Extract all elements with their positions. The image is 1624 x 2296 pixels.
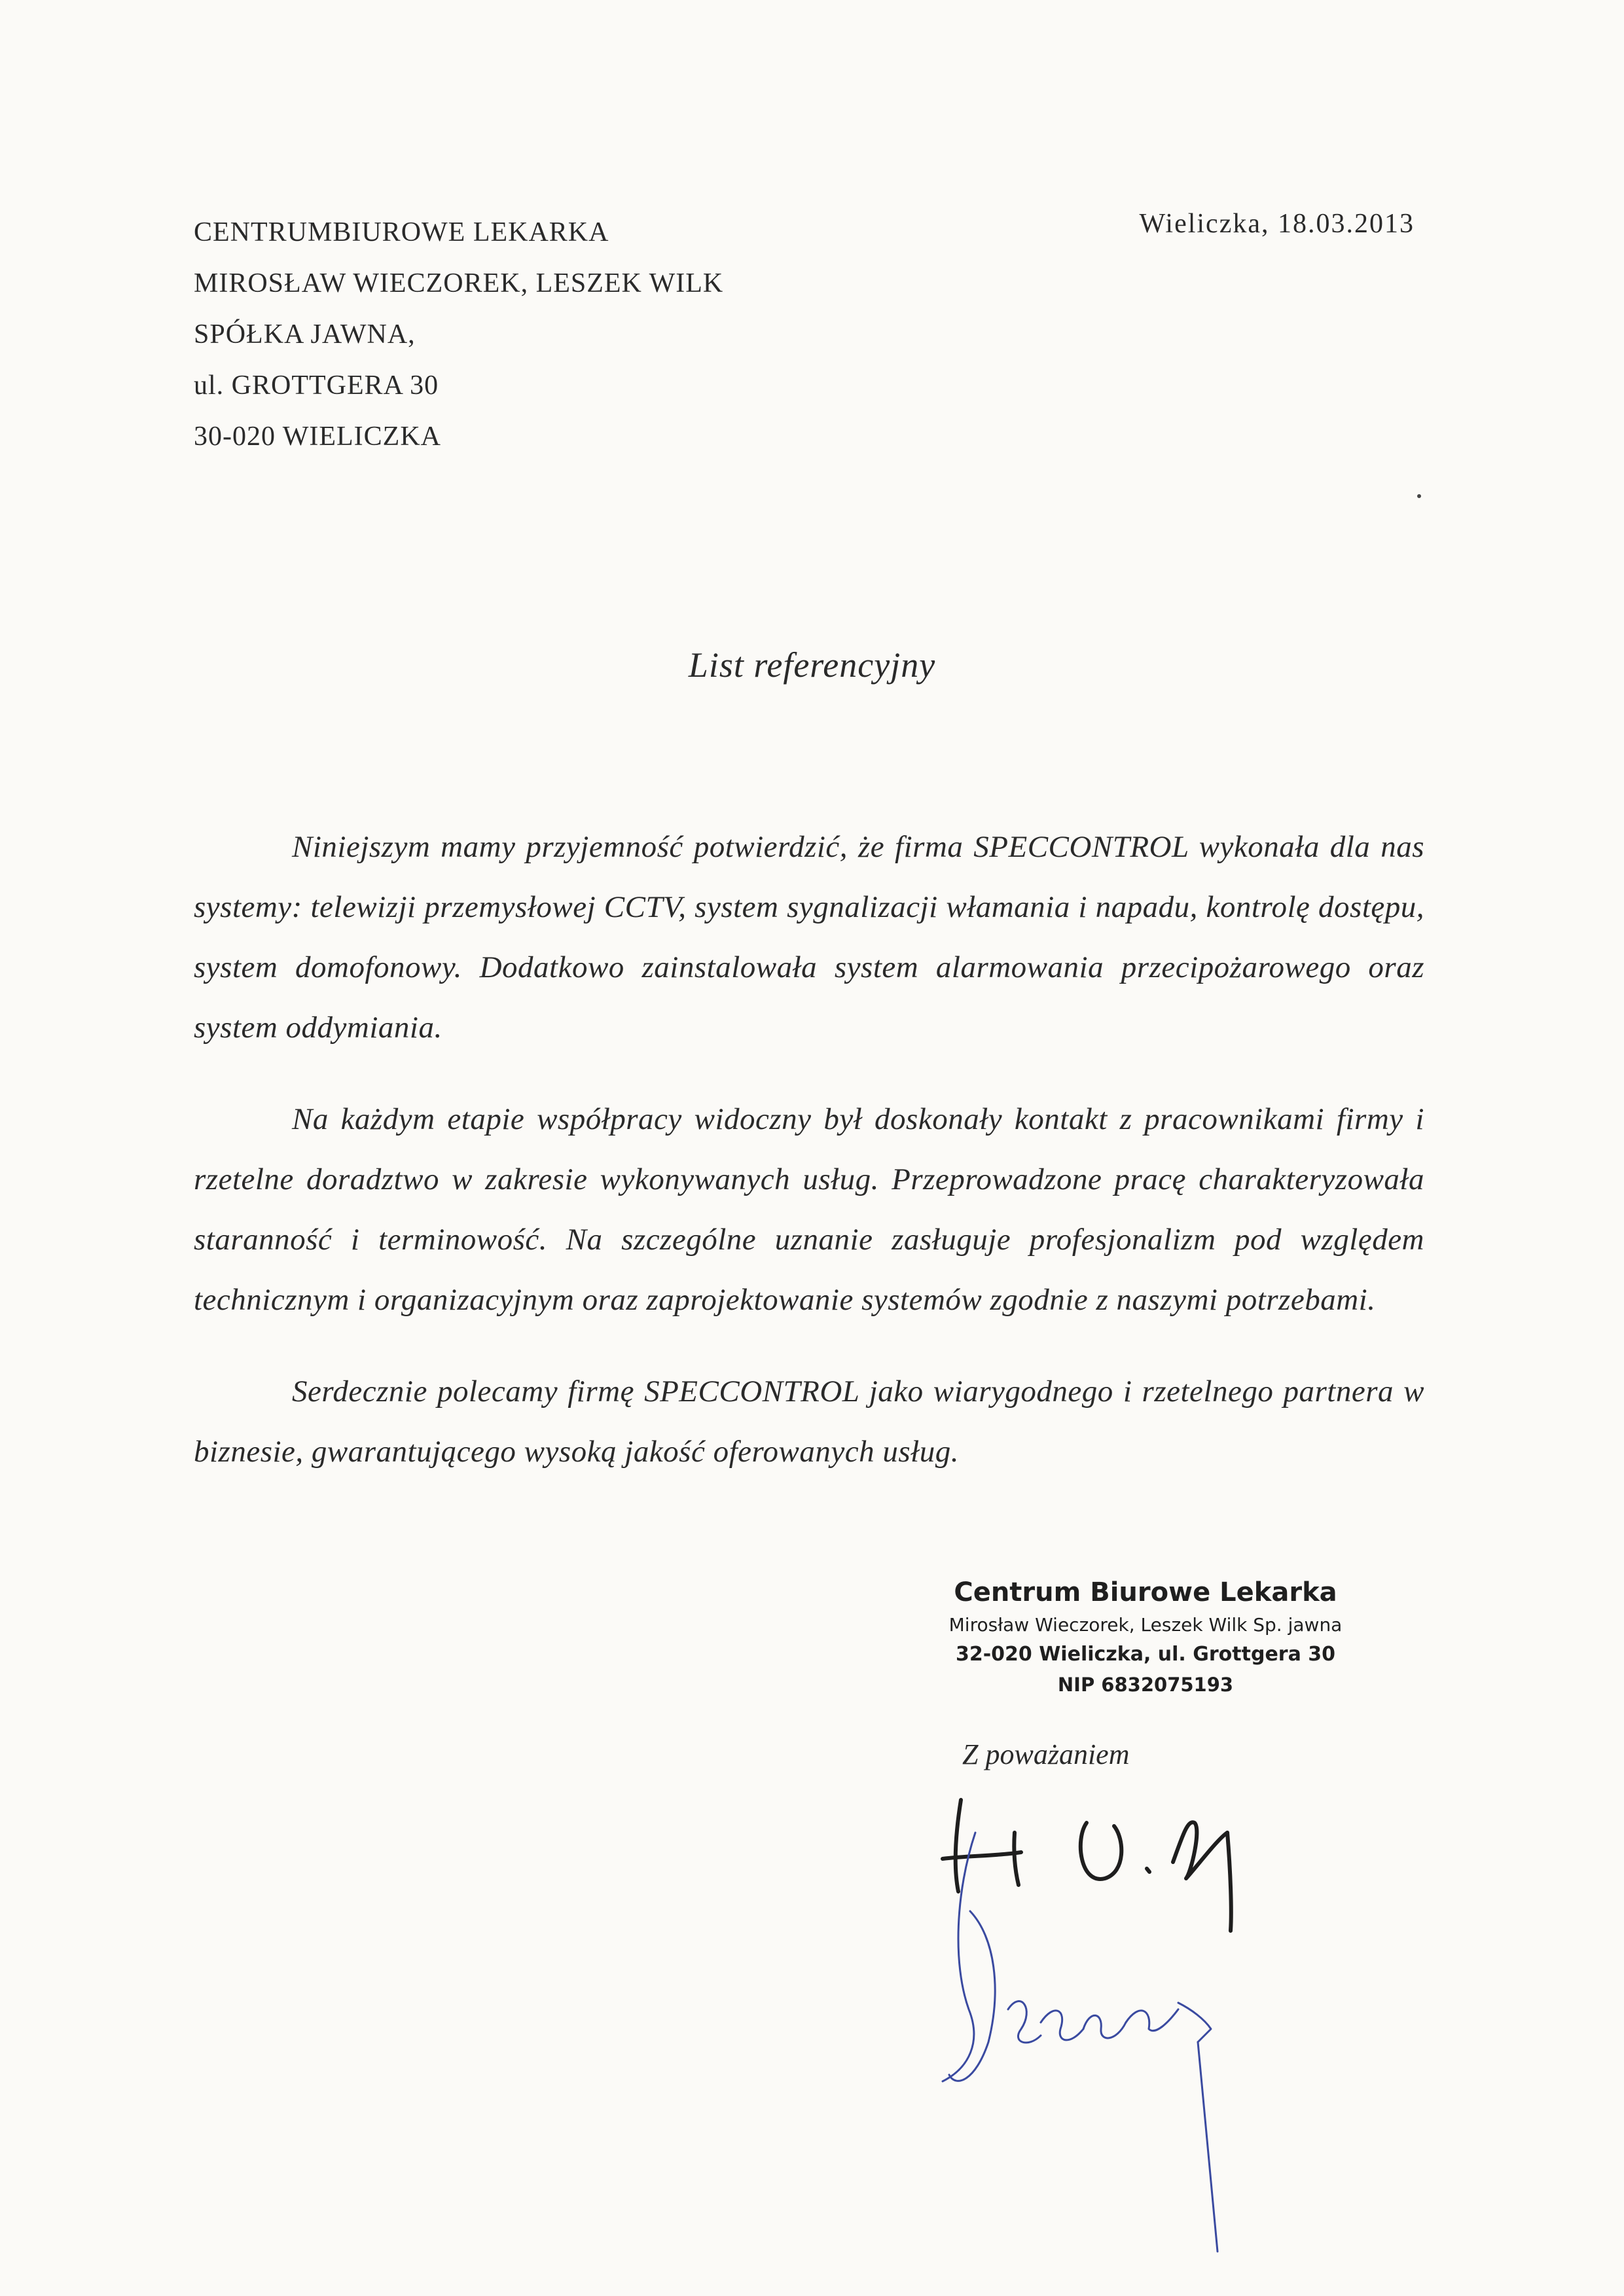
sender-company-type: SPÓŁKA JAWNA, [194, 319, 416, 350]
signature-black-ink [943, 1800, 1231, 1931]
handwritten-signature [929, 1793, 1388, 2265]
sender-street: ul. GROTTGERA 30 [194, 370, 439, 401]
letter-body [194, 817, 1424, 1513]
letter-date: Wieliczka, 18.03.2013 [1139, 209, 1415, 239]
stamp-owners: Mirosław Wieczorek, Leszek Wilk Sp. jawna [948, 1614, 1343, 1636]
company-stamp [943, 1574, 1348, 1700]
sender-city: 30-020 WIELICZKA [194, 422, 441, 452]
body-paragraph: Na każdym etapie współpracy widoczny był doskonały kontakt z pracownikami firmy i rzetelne doradztwo w zakresie wykonywanych usług. Przeprowadzone pracę charakteryzowała staranność i terminowość. Na szczególne uznanie zasługuje profesjonalizm pod względem technicznym i organizacyjnym oraz zaprojektowanie systemów zgodnie z naszymi potrzebami. [194, 1102, 1424, 1317]
closing-salutation: Z poważaniem [962, 1738, 1130, 1770]
stamp-company-name: Centrum Biurowe Lekarka [954, 1577, 1337, 1607]
stamp-address: 32-020 Wieliczka, ul. Grottgera 30 [955, 1643, 1336, 1666]
sender-company-name: CENTRUMBIUROWE LEKARKA [194, 217, 609, 247]
stray-dot [1417, 494, 1421, 498]
sender-address [194, 207, 723, 462]
body-paragraph: Serdecznie polecamy firmę SPECCONTROL jako wiarygodnego i rzetelnego partnera w biznesie, gwarantującego wysoką jakość oferowanych usług. [194, 1374, 1424, 1469]
sender-owners: MIROSŁAW WIECZOREK, LESZEK WILK [194, 268, 724, 298]
signature-blue-ink [943, 1833, 1218, 2251]
letter-title: List referencyjny [688, 645, 936, 685]
stamp-nip: NIP 6832075193 [1057, 1674, 1234, 1696]
body-paragraph: Niniejszym mamy przyjemność potwierdzić, że firma SPECCONTROL wykonała dla nas systemy: telewizji przemysłowej CCTV, system sygnalizacji włamania i napadu, kontrolę dostępu, system domofonowy. Dodatkowo zainstalowała system alarmowania przecipożarowego oraz system oddymiania. [194, 830, 1424, 1045]
